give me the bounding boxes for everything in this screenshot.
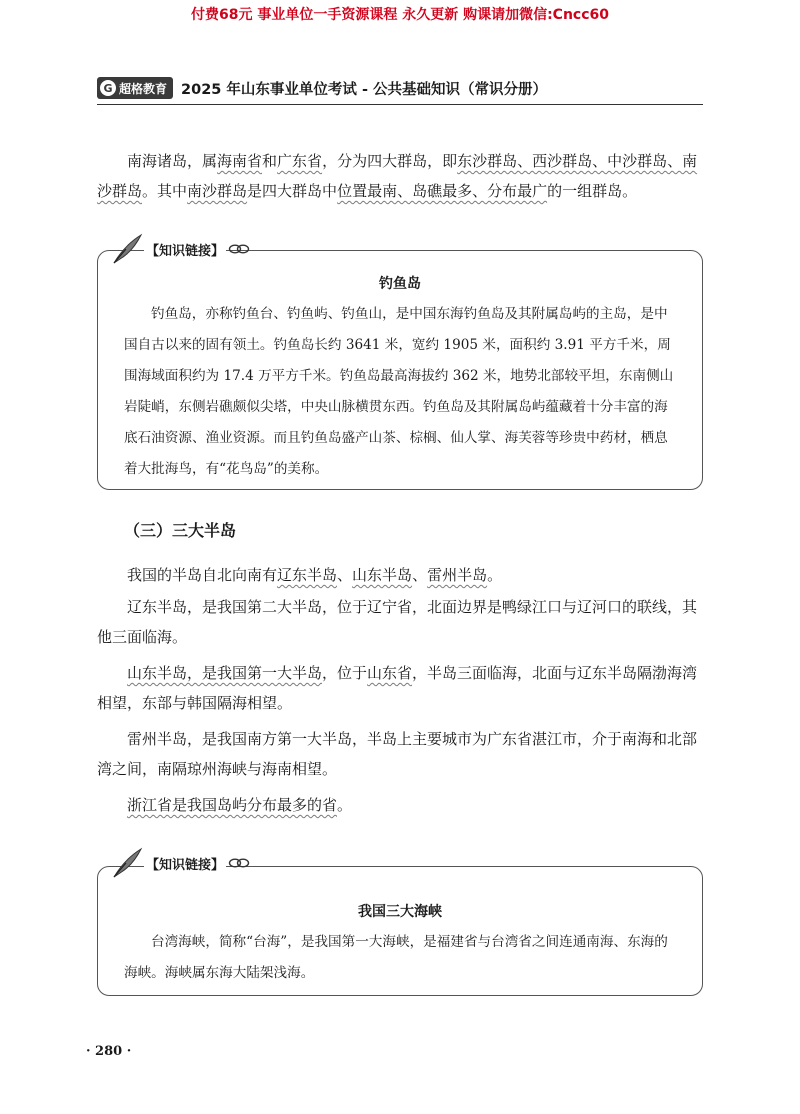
text-run: 。 — [337, 796, 353, 814]
peninsula-paragraph-5 — [97, 790, 703, 820]
text-run: 的一组群岛。 — [547, 182, 638, 200]
section-heading: （三）三大半岛 — [124, 521, 237, 540]
knowledge-box-diaoyu — [97, 250, 703, 490]
peninsula-paragraph-2 — [97, 592, 703, 652]
key-term: 浙江省是我国岛屿分布最多的省 — [127, 796, 338, 814]
text-run: 。 — [487, 566, 503, 584]
key-term: 辽东半岛 — [277, 566, 338, 584]
key-term: 山东半岛 — [352, 566, 413, 584]
key-term: 东沙群岛、西沙群岛、中沙群岛、南沙群岛 — [97, 152, 698, 200]
knowledge-box-title: 我国三大海峡 — [358, 904, 442, 920]
key-term: 广东省 — [277, 152, 323, 170]
text-run: 是四大群岛中 — [247, 182, 338, 200]
knowledge-tag — [110, 850, 250, 876]
knowledge-tag-label: 【知识链接】 — [144, 854, 226, 873]
key-term: 位置最南、岛礁最多、分布最广 — [337, 182, 548, 200]
text-run: ，半岛三面临海，北面与辽东半岛隔渤海湾相望，东部与韩国隔海相望。 — [97, 664, 698, 712]
text-run: 、 — [337, 566, 353, 584]
logo-icon: G — [100, 80, 116, 96]
text-run: 雷州半岛，是我国南方第一大半岛，半岛上主要城市为广东省湛江市，介于南海和北部湾之间，南隔琼州海峡与海南相望。 — [97, 730, 698, 778]
intro-paragraph — [97, 146, 703, 206]
publisher-logo — [97, 77, 173, 99]
key-term: 海南省 — [217, 152, 263, 170]
knowledge-box-body: 台湾海峡，简称“台海”，是我国第一大海峡，是福建省与台湾省之间连通南海、东海的海峡。海峡属东海大陆架浅海。 — [124, 934, 668, 981]
chain-link-icon — [228, 243, 250, 255]
header-divider — [97, 104, 703, 105]
knowledge-tag-label: 【知识链接】 — [144, 240, 226, 259]
peninsula-paragraph-3 — [97, 658, 703, 718]
knowledge-box-body: 钓鱼岛，亦称钓鱼台、钓鱼屿、钓鱼山，是中国东海钓鱼岛及其附属岛屿的主岛，是中国自古以来的固有领土。钓鱼岛长约 3641 米，宽约 1905 米，面积约 3.91 平方千米，周围海域面积约为 17.4 万平方千米。钓鱼岛最高海拔约 362 米，地势北部较平坦，东南侧山岩陡峭，东侧岩礁颇似尖塔，中央山脉横贯东西。钓鱼岛及其附属岛屿蕴藏着十分丰富的海底石油资源、渔业资源。而且钓鱼岛盛产山茶、棕榈、仙人掌、海芙蓉等珍贵中药材，栖息着大批海鸟，有“花鸟岛”的美称。 — [124, 306, 674, 477]
page-header — [97, 75, 717, 101]
quill-icon — [110, 847, 144, 879]
text-run: 和 — [262, 152, 278, 170]
header-title: 2025 年山东事业单位考试 - 公共基础知识（常识分册） — [181, 81, 548, 98]
text-run: ，位于 — [322, 664, 368, 682]
key-term: 雷州半岛 — [427, 566, 488, 584]
chain-link-icon — [228, 857, 250, 869]
key-term: 南沙群岛 — [187, 182, 248, 200]
knowledge-box-straits — [97, 866, 703, 996]
knowledge-tag — [110, 236, 250, 262]
page-number: · 280 · — [86, 1044, 132, 1059]
text-run: 。其中 — [142, 182, 188, 200]
text-run: 、 — [412, 566, 428, 584]
text-run: 辽东半岛，是我国第二大半岛，位于辽宁省，北面边界是鸭绿江口与辽河口的联线，其他三面临海。 — [97, 598, 698, 646]
text-run: 我国的半岛自北向南有 — [127, 566, 278, 584]
text-run: 南海诸岛，属 — [127, 152, 218, 170]
key-term: 山东省 — [367, 664, 413, 682]
knowledge-box-title: 钓鱼岛 — [379, 276, 421, 292]
logo-text: 超格教育 — [119, 81, 168, 96]
key-term: 山东半岛，是我国第一大半岛 — [127, 664, 323, 682]
peninsula-paragraph-4 — [97, 724, 703, 784]
text-run: ，分为四大群岛，即 — [322, 152, 458, 170]
peninsula-paragraph-1 — [97, 560, 703, 590]
quill-icon — [110, 233, 144, 265]
promo-banner: 付费68元 事业单位一手资源课程 永久更新 购课请加微信:Cncc60 — [190, 7, 610, 23]
